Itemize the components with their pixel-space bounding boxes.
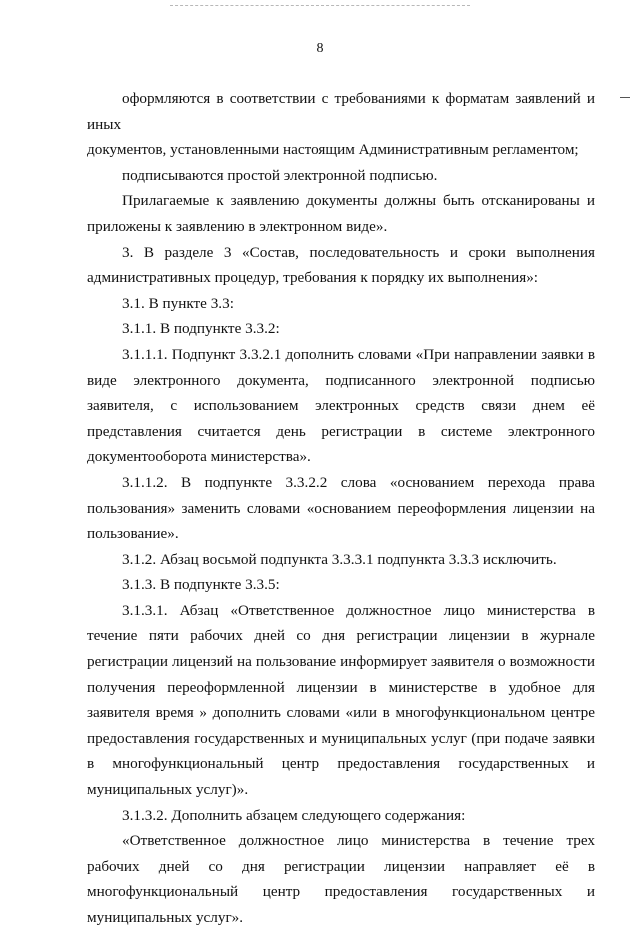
scan-artifact-mark bbox=[620, 97, 630, 98]
paragraph: 3.1.3.2. Дополнить абзацем следующего содержания: bbox=[122, 806, 466, 824]
paragraph: 3.1.3. В подпункте 3.3.5: bbox=[122, 576, 280, 594]
paragraph: 3.1.1.2. В подпункте 3.3.2.2 слова «основанием перехода права пользования» заменить словами «основанием переоформления лицензии на пользование». bbox=[87, 473, 595, 543]
paragraph: Прилагаемые к заявлению документы должны быть отсканированы и приложены к заявлению в электронном виде». bbox=[87, 192, 595, 235]
paragraph: 3.1.1. В подпункте 3.3.2: bbox=[122, 320, 280, 338]
paragraph: 3.1. В пункте 3.3: bbox=[122, 294, 234, 312]
scan-artifact-line bbox=[170, 5, 470, 6]
paragraph: документов, установленными настоящим Административным регламентом; bbox=[87, 141, 579, 159]
paragraph: 3. В разделе 3 «Состав, последовательность и сроки выполнения административных процедур, требования к порядку их выполнения»: bbox=[87, 243, 595, 287]
paragraph: 3.1.1.1. Подпункт 3.3.2.1 дополнить словами «При направлении заявки в виде электронного документа, подписанного электронной подписью заявителя, с использованием электронных средств связи днем её представления считается день регистрации в системе электронного документооборота министерства». bbox=[87, 345, 595, 466]
document-body bbox=[87, 86, 595, 931]
page-number: 8 bbox=[316, 41, 324, 56]
paragraph: 3.1.2. Абзац восьмой подпункта 3.3.3.1 подпункта 3.3.3 исключить. bbox=[122, 550, 557, 568]
paragraph: подписываются простой электронной подписью. bbox=[122, 166, 438, 184]
paragraph: 3.1.3.1. Абзац «Ответственное должностное лицо министерства в течение пяти рабочих дней со дня регистрации лицензии в журнале регистрации лицензий на пользование информирует заявителя о возможности получения переоформленной лицензии в министерстве в удобное для заявителя время » дополнить словами «или в многофункциональном центре предоставления государственных и муниципальных услуг (при подаче заявки в многофункциональный центр предоставления государственных и муниципальных услуг)». bbox=[87, 601, 595, 799]
paragraph: «Ответственное должностное лицо министерства в течение трех рабочих дней со дня регистрации лицензии направляет её в многофункциональный центр предоставления государственных и муниципальных услуг». bbox=[87, 832, 595, 926]
paragraph: оформляются в соответствии с требованиями к форматам заявлений и иных bbox=[87, 90, 595, 133]
